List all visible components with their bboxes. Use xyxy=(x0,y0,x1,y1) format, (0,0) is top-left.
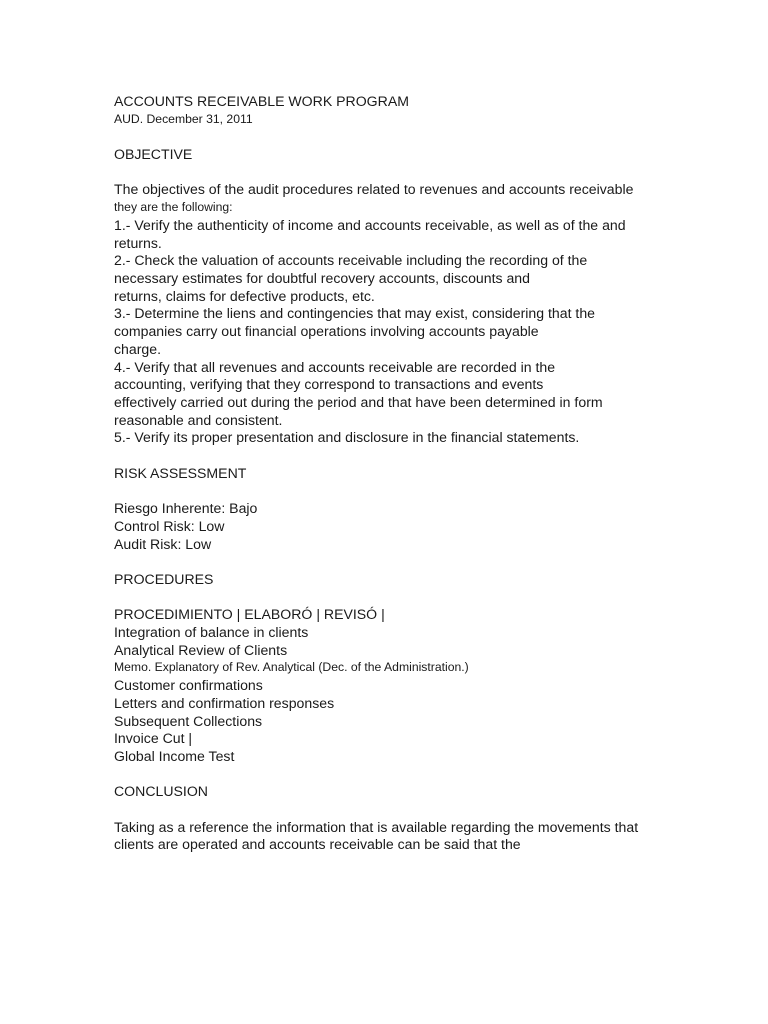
risk-line: Control Risk: Low xyxy=(114,517,225,534)
objective-line: companies carry out financial operations involving accounts payable xyxy=(114,323,539,340)
objective-line: charge. xyxy=(114,340,162,357)
objective-line: necessary estimates for doubtful recovery accounts, discounts and xyxy=(114,270,530,286)
spacer xyxy=(114,482,674,500)
objective-line: 5.- Verify its proper presentation and disclosure in the financial statements. xyxy=(114,429,580,446)
procedures-line: Customer confirmations xyxy=(114,677,263,694)
spacer xyxy=(114,801,674,819)
objective-line: 1.- Verify the authenticity of income and accounts receivable, as well as of the and xyxy=(114,216,626,233)
conclusion-heading: CONCLUSION xyxy=(114,783,208,800)
objective-heading: OBJECTIVE xyxy=(114,146,193,163)
spacer xyxy=(114,447,674,465)
risk-line: Audit Risk: Low xyxy=(114,535,212,552)
conclusion-line: clients are operated and accounts receivable can be said that the xyxy=(114,836,521,853)
procedures-line: Global Income Test xyxy=(114,747,235,764)
spacer xyxy=(114,128,674,146)
procedures-line: Letters and confirmation responses xyxy=(114,694,335,711)
objective-line: accounting, verifying that they correspond to transactions and events xyxy=(114,376,544,393)
procedures-line: Memo. Explanatory of Rev. Analytical (Dec. of the Administration.) xyxy=(114,660,469,675)
procedures-line: Subsequent Collections xyxy=(114,712,263,729)
procedures-line: Analytical Review of Clients xyxy=(114,641,288,658)
document-page xyxy=(114,93,674,854)
objective-line: 2.- Check the valuation of accounts receivable including the recording of the xyxy=(114,252,588,269)
document-subtitle: AUD. December 31, 2011 xyxy=(114,111,253,126)
spacer xyxy=(114,766,674,784)
conclusion-line: Taking as a reference the information that is available regarding the movements that xyxy=(114,818,639,835)
procedures-line: Integration of balance in clients xyxy=(114,624,309,640)
procedures-line: Invoice Cut | xyxy=(114,730,193,747)
objective-line: returns. xyxy=(114,234,162,251)
objective-line: 3.- Determine the liens and contingencies that may exist, considering that the xyxy=(114,305,596,322)
objective-line: The objectives of the audit procedures related to revenues and accounts receivable xyxy=(114,181,634,198)
document-title: ACCOUNTS RECEIVABLE WORK PROGRAM xyxy=(114,93,409,109)
procedures-line: PROCEDIMIENTO | ELABORÓ | REVISÓ | xyxy=(114,606,385,623)
procedures-heading: PROCEDURES xyxy=(114,570,214,587)
objective-line: returns, claims for defective products, etc. xyxy=(114,287,375,304)
objective-line: reasonable and consistent. xyxy=(114,411,283,428)
objective-line: they are the following: xyxy=(114,200,233,215)
risk-heading: RISK ASSESSMENT xyxy=(114,464,247,481)
risk-line: Riesgo Inherente: Bajo xyxy=(114,500,258,517)
objective-line: 4.- Verify that all revenues and accounts receivable are recorded in the xyxy=(114,358,556,375)
spacer xyxy=(114,553,674,571)
objective-line: effectively carried out during the period and that have been determined in form xyxy=(114,393,603,410)
spacer xyxy=(114,589,674,607)
spacer xyxy=(114,164,674,182)
